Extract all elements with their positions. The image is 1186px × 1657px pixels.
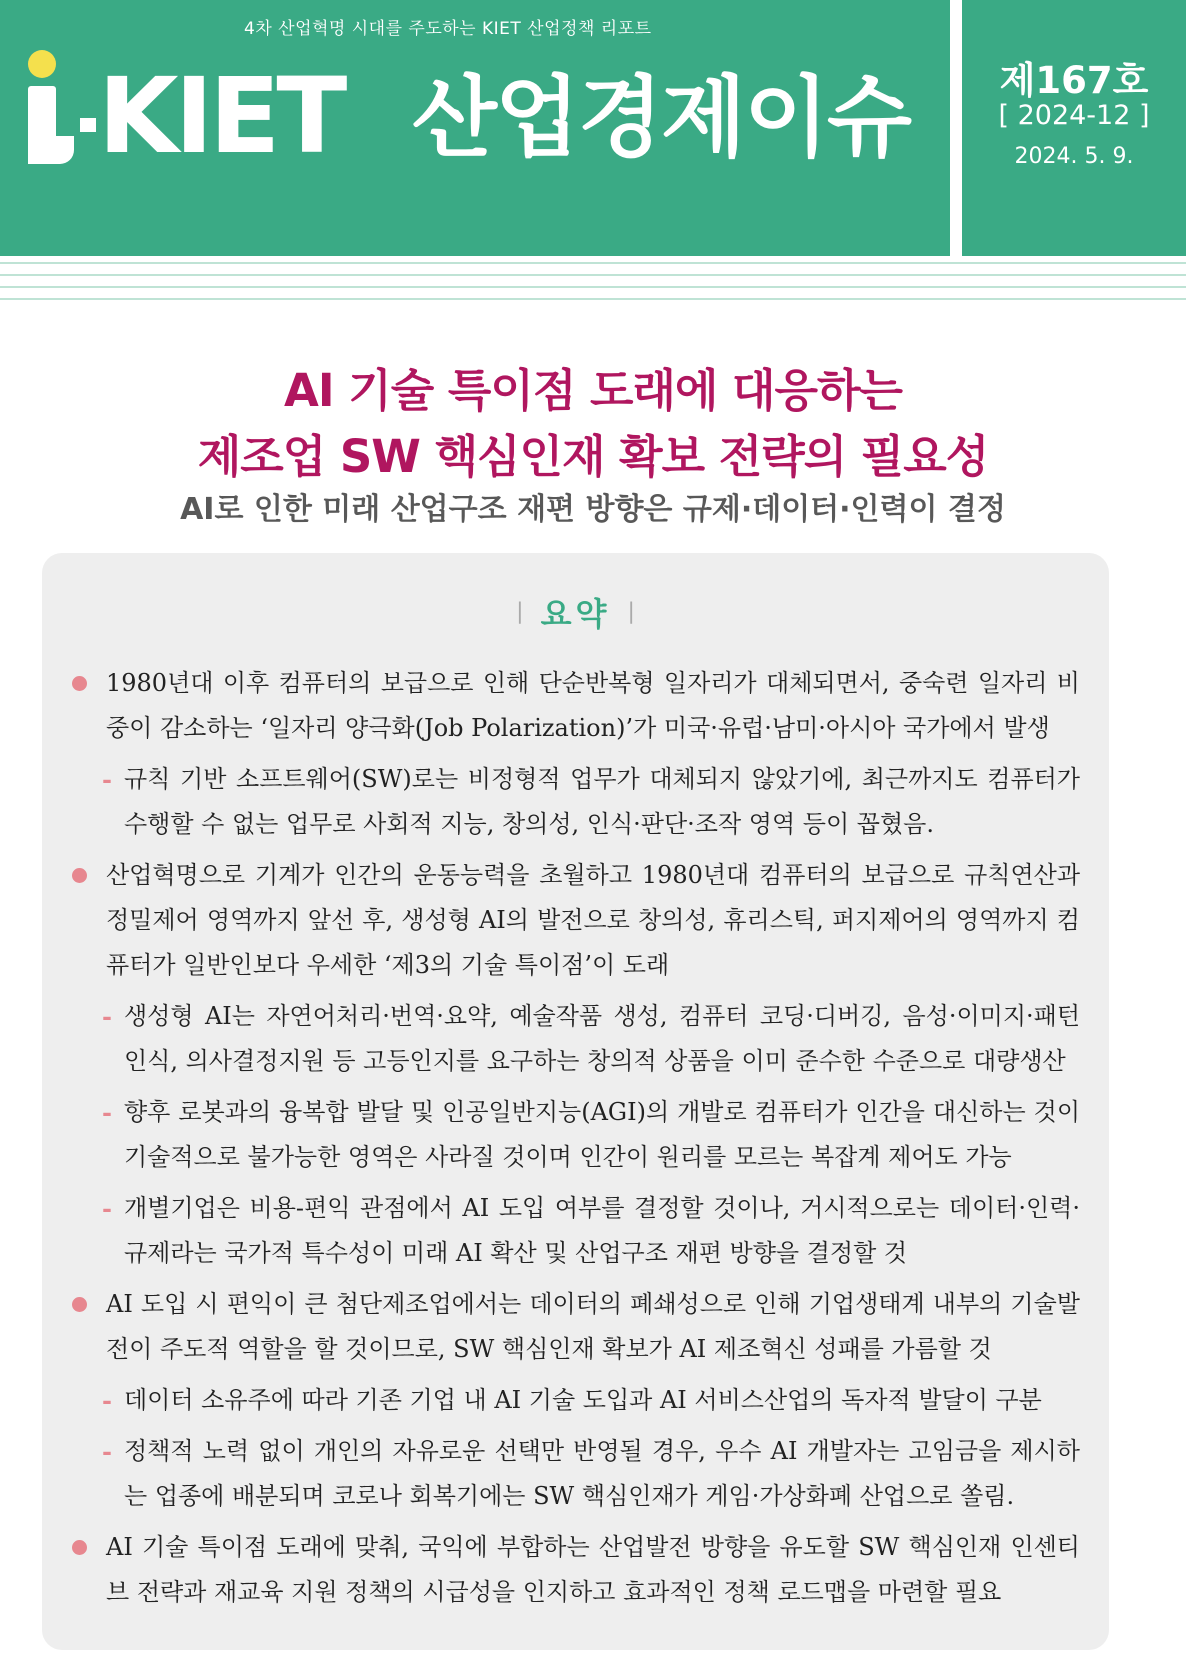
dash-icon: - xyxy=(102,1386,112,1415)
summary-bullet xyxy=(70,1282,1080,1372)
summary-bullet xyxy=(70,853,1080,988)
logo-dot-icon xyxy=(28,50,56,78)
summary-heading-label: 요약 xyxy=(540,595,611,633)
summary-text: 생성형 AI는 자연어처리·번역·요약, 예술작품 생성, 컴퓨터 코딩·디버깅, 음성·이미지·패턴 인식, 의사결정지원 등 고등인지를 요구하는 창의적 상품을 이미 준수한 수준으로 대량생산 xyxy=(124,1002,1080,1075)
dash-icon: - xyxy=(102,1002,112,1031)
issue-date: 2024. 5. 9. xyxy=(1014,144,1134,169)
heading-bar-right: | xyxy=(627,599,635,625)
header-stripes xyxy=(0,262,1186,310)
header-tagline: 4차 산업혁명 시대를 주도하는 KIET 산업정책 리포트 xyxy=(244,19,652,39)
bullet-dot-icon xyxy=(72,1540,87,1555)
main-title-line-1: AI 기술 특이점 도래에 대응하는 xyxy=(284,364,902,417)
publication-title: 산업경제이슈 xyxy=(412,66,911,169)
logo-kiet-text: KIET xyxy=(98,55,344,177)
summary-box xyxy=(42,553,1109,1650)
dash-icon: - xyxy=(102,1437,112,1466)
dash-icon: - xyxy=(102,765,112,794)
summary-subpoint xyxy=(70,1378,1080,1423)
summary-subpoint xyxy=(70,994,1080,1084)
subtitle: AI로 인한 미래 산업구조 재편 방향은 규제·데이터·인력이 결정 xyxy=(180,492,1006,527)
bullet-dot-icon xyxy=(72,676,87,691)
summary-text: 향후 로봇과의 융복합 발달 및 인공일반지능(AGI)의 개발로 컴퓨터가 인간을 대신하는 것이 기술적으로 불가능한 영역은 사라질 것이며 인간이 원리를 모르는 복잡계 제어도 가능 xyxy=(124,1098,1081,1171)
logo-i-foot xyxy=(28,136,74,164)
summary-subpoint xyxy=(70,1429,1080,1519)
summary-text: AI 도입 시 편익이 큰 첨단제조업에서는 데이터의 폐쇄성으로 인해 기업생태계 내부의 기술발전이 주도적 역할을 할 것이므로, SW 핵심인재 확보가 AI 제조혁신 성패를 가름할 것 xyxy=(106,1290,1080,1363)
bullet-dot-icon xyxy=(72,1297,87,1312)
issue-code: [ 2024-12 ] xyxy=(998,100,1150,131)
dash-icon: - xyxy=(102,1194,112,1223)
summary-text: 개별기업은 비용-편익 관점에서 AI 도입 여부를 결정할 것이나, 거시적으로는 데이터·인력·규제라는 국가적 특수성이 미래 AI 확산 및 산업구조 재편 방향을 결정할 것 xyxy=(124,1194,1080,1267)
bullet-dot-icon xyxy=(72,868,87,883)
summary-bullet xyxy=(70,661,1080,751)
summary-subpoint xyxy=(70,757,1080,847)
summary-text: AI 기술 특이점 도래에 맞춰, 국익에 부합하는 산업발전 방향을 유도할 SW 핵심인재 인센티브 전략과 재교육 지원 정책의 시급성을 인지하고 효과적인 정책 로드맵을 마련할 필요 xyxy=(106,1533,1080,1606)
summary-text: 데이터 소유주에 따라 기존 기업 내 AI 기술 도입과 AI 서비스산업의 독자적 발달이 구분 xyxy=(124,1386,1042,1414)
dash-icon: - xyxy=(102,1098,112,1127)
summary-subpoint xyxy=(70,1186,1080,1276)
summary-text: 규칙 기반 소프트웨어(SW)로는 비정형적 업무가 대체되지 않았기에, 최근까지도 컴퓨터가 수행할 수 없는 업무로 사회적 지능, 창의성, 인식·판단·조작 영역 등이 꼽혔음. xyxy=(124,765,1080,838)
summary-text: 1980년대 이후 컴퓨터의 보급으로 인해 단순반복형 일자리가 대체되면서, 중숙련 일자리 비중이 감소하는 ‘일자리 양극화(Job Polarization)’가 미국·유럽·남미·아시아 국가에서 발생 xyxy=(106,669,1080,742)
summary-text: 산업혁명으로 기계가 인간의 운동능력을 초월하고 1980년대 컴퓨터의 보급으로 규칙연산과 정밀제어 영역까지 앞선 후, 생성형 AI의 발전으로 창의성, 휴리스틱, 퍼지제어의 영역까지 컴퓨터가 일반인보다 우세한 ‘제3의 기술 특이점’이 도래 xyxy=(106,861,1080,979)
heading-bar-left: | xyxy=(516,599,524,625)
logo-separator xyxy=(80,118,96,132)
issue-number: 제167호 xyxy=(999,59,1149,102)
summary-heading xyxy=(42,589,1109,635)
summary-text: 정책적 노력 없이 개인의 자유로운 선택만 반영될 경우, 우수 AI 개발자는 고임금을 제시하는 업종에 배분되며 코로나 회복기에는 SW 핵심인재가 게임·가상화폐 산업으로 쏠림. xyxy=(124,1437,1080,1510)
report-header xyxy=(0,0,1186,258)
summary-bullet xyxy=(70,1525,1080,1615)
main-title-line-2: 제조업 SW 핵심인재 확보 전략의 필요성 xyxy=(197,430,989,483)
summary-subpoint xyxy=(70,1090,1080,1180)
summary-items xyxy=(70,661,1080,1621)
